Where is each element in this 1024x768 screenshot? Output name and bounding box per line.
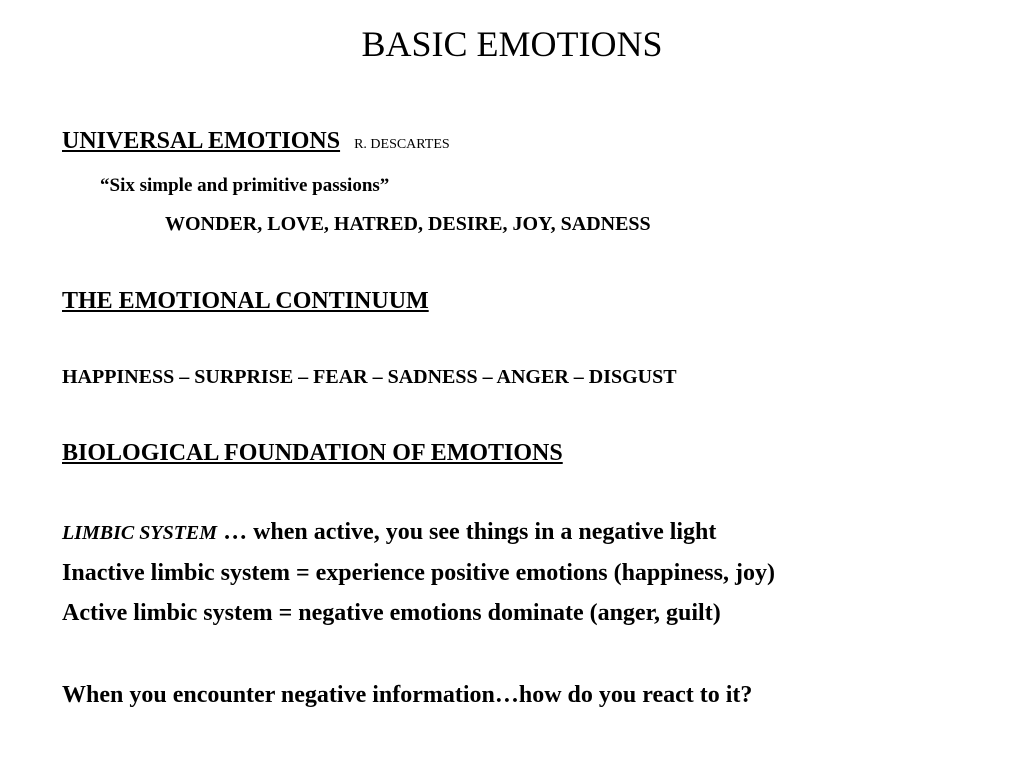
- descartes-attribution: R. DESCARTES: [354, 137, 450, 152]
- negative-information-question: When you encounter negative information…how do you react to it?: [62, 682, 753, 708]
- universal-emotions-line: [62, 128, 450, 155]
- inactive-limbic-line: Inactive limbic system = experience positive emotions (happiness, joy): [62, 560, 775, 586]
- primitive-passions-list: WONDER, LOVE, HATRED, DESIRE, JOY, SADNESS: [165, 213, 651, 235]
- limbic-system-term: LIMBIC SYSTEM: [62, 522, 218, 544]
- biological-foundation-heading: BIOLOGICAL FOUNDATION OF EMOTIONS: [62, 440, 563, 466]
- limbic-system-description: … when active, you see things in a negative light: [217, 519, 717, 545]
- active-limbic-line: Active limbic system = negative emotions dominate (anger, guilt): [62, 600, 721, 626]
- slide-title: BASIC EMOTIONS: [361, 24, 663, 64]
- universal-emotions-heading: UNIVERSAL EMOTIONS: [62, 128, 341, 154]
- emotional-continuum-sequence: HAPPINESS – SURPRISE – FEAR – SADNESS – ANGER – DISGUST: [62, 366, 677, 388]
- limbic-system-line: [62, 519, 716, 546]
- emotional-continuum-heading: THE EMOTIONAL CONTINUUM: [62, 288, 429, 314]
- descartes-quote: “Six simple and primitive passions”: [100, 175, 390, 196]
